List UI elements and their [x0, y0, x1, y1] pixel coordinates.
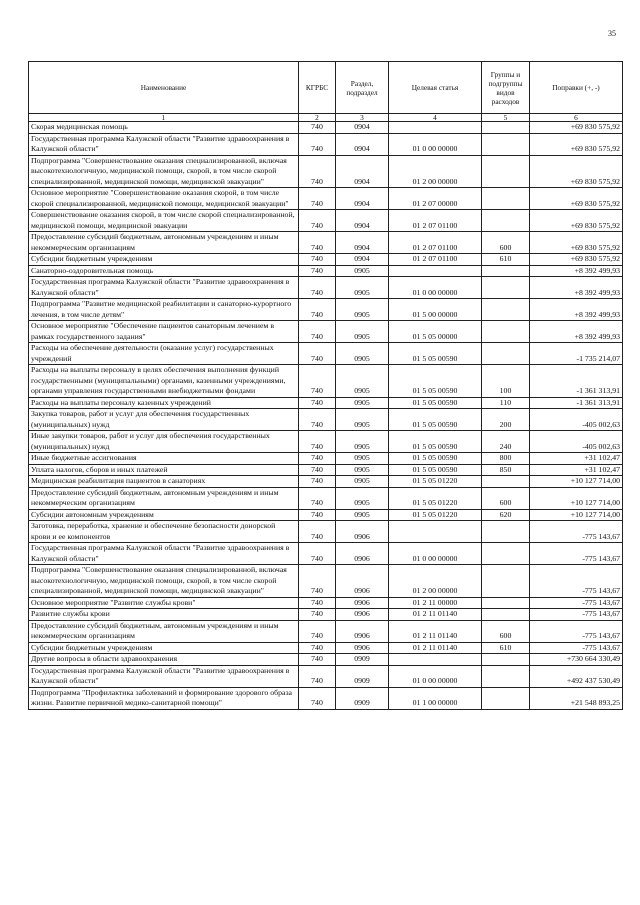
row-section: 0905	[336, 299, 389, 321]
row-name: Расходы на выплаты персоналу в целях обеспечения выполнения функций государственными (муниципальными) органами, казенными учреждениями, органами управления государственными внебюджетными фондами	[29, 365, 299, 398]
row-group	[482, 277, 530, 299]
row-section: 0904	[336, 232, 389, 254]
row-section: 0906	[336, 609, 389, 621]
row-section: 0905	[336, 365, 389, 398]
row-section: 0909	[336, 654, 389, 666]
table-row	[29, 620, 623, 642]
table-row	[29, 431, 623, 453]
row-group: 110	[482, 397, 530, 409]
row-kgrbs: 740	[299, 453, 336, 465]
row-amount: +69 830 575,92	[530, 133, 623, 155]
table-row	[29, 188, 623, 210]
row-section: 0905	[336, 476, 389, 488]
row-amount: +10 127 714,00	[530, 476, 623, 488]
row-kgrbs: 740	[299, 277, 336, 299]
row-section: 0904	[336, 210, 389, 232]
row-name: Иные бюджетные ассигнования	[29, 453, 299, 465]
table-row	[29, 642, 623, 654]
row-amount: +8 392 499,93	[530, 299, 623, 321]
row-name: Основное мероприятие "Совершенствование оказания скорой, в том числе скорой специализированной, медицинской помощи, медицинской эвакуации"	[29, 188, 299, 210]
row-group	[482, 343, 530, 365]
header-name: Наименование	[29, 62, 299, 114]
row-amount: +69 830 575,92	[530, 210, 623, 232]
row-target: 01 2 11 00000	[389, 597, 482, 609]
table-row	[29, 597, 623, 609]
row-name: Государственная программа Калужской области "Развитие здравоохранения в Калужской области"	[29, 277, 299, 299]
budget-amendments-table	[28, 61, 623, 710]
row-target: 01 5 05 01220	[389, 487, 482, 509]
row-section: 0904	[336, 254, 389, 266]
row-name: Медицинская реабилитация пациентов в санаториях	[29, 476, 299, 488]
row-group	[482, 299, 530, 321]
row-section: 0906	[336, 565, 389, 598]
row-kgrbs: 740	[299, 565, 336, 598]
row-target	[389, 122, 482, 134]
row-amount: +492 437 530,49	[530, 665, 623, 687]
row-name: Предоставление субсидий бюджетным, автономным учреждениям и иным некоммерческим организациям	[29, 487, 299, 509]
row-kgrbs: 740	[299, 188, 336, 210]
row-amount: -1 735 214,07	[530, 343, 623, 365]
table-row	[29, 654, 623, 666]
row-group	[482, 210, 530, 232]
row-name: Совершенствование оказания скорой, в том числе скорой специализированной, медицинской помощи, медицинской эвакуации	[29, 210, 299, 232]
row-name: Основное мероприятие "Развитие службы крови"	[29, 597, 299, 609]
table-row	[29, 609, 623, 621]
row-kgrbs: 740	[299, 620, 336, 642]
column-number: 3	[336, 114, 389, 122]
row-kgrbs: 740	[299, 321, 336, 343]
table-row	[29, 365, 623, 398]
row-section: 0905	[336, 409, 389, 431]
row-kgrbs: 740	[299, 464, 336, 476]
row-name: Уплата налогов, сборов и иных платежей	[29, 464, 299, 476]
row-target: 01 5 05 01220	[389, 509, 482, 521]
row-target: 01 5 05 00590	[389, 453, 482, 465]
table-row	[29, 210, 623, 232]
row-name: Субсидии автономным учреждениям	[29, 509, 299, 521]
row-section: 0905	[336, 343, 389, 365]
table-row	[29, 565, 623, 598]
row-target: 01 5 05 00590	[389, 409, 482, 431]
row-section: 0909	[336, 665, 389, 687]
row-name: Субсидии бюджетным учреждениям	[29, 642, 299, 654]
row-target: 01 5 05 00590	[389, 343, 482, 365]
row-name: Подпрограмма "Развитие медицинской реабилитации и санаторно-курортного лечения, в том числе детям"	[29, 299, 299, 321]
row-name: Подпрограмма "Совершенствование оказания специализированной, включая высокотехнологичную, медицинской помощи, скорой, в том числе скорой специализированной, медицинской помощи, медицинской эвакуации"	[29, 155, 299, 188]
row-section: 0906	[336, 597, 389, 609]
row-name: Иные закупки товаров, работ и услуг для обеспечения государственных (муниципальных) нужд	[29, 431, 299, 453]
row-target: 01 5 05 00590	[389, 397, 482, 409]
row-name: Субсидии бюджетным учреждениям	[29, 254, 299, 266]
header-changes: Поправки (+, -)	[530, 62, 623, 114]
row-target: 01 0 00 00000	[389, 665, 482, 687]
table-row	[29, 254, 623, 266]
row-amount: -1 361 313,91	[530, 365, 623, 398]
row-group: 610	[482, 254, 530, 266]
row-amount: -1 361 313,91	[530, 397, 623, 409]
row-section: 0905	[336, 431, 389, 453]
column-numbers-row	[29, 114, 623, 122]
row-kgrbs: 740	[299, 133, 336, 155]
table-row	[29, 409, 623, 431]
header-target: Целевая статья	[389, 62, 482, 114]
row-kgrbs: 740	[299, 122, 336, 134]
row-kgrbs: 740	[299, 265, 336, 277]
row-amount: +31 102,47	[530, 464, 623, 476]
row-kgrbs: 740	[299, 509, 336, 521]
row-target: 01 2 07 00000	[389, 188, 482, 210]
row-target: 01 2 07 01100	[389, 232, 482, 254]
row-name: Заготовка, переработка, хранение и обеспечение безопасности донорской крови и ее компонентов	[29, 521, 299, 543]
row-amount: +730 664 330,49	[530, 654, 623, 666]
row-group	[482, 597, 530, 609]
row-section: 0906	[336, 543, 389, 565]
column-number: 1	[29, 114, 299, 122]
row-kgrbs: 740	[299, 521, 336, 543]
row-name: Расходы на выплаты персоналу казенных учреждений	[29, 397, 299, 409]
row-amount: -775 143,67	[530, 565, 623, 598]
row-kgrbs: 740	[299, 232, 336, 254]
row-kgrbs: 740	[299, 665, 336, 687]
header-kgrbs: КГРБС	[299, 62, 336, 114]
row-section: 0905	[336, 321, 389, 343]
row-amount: +21 548 893,25	[530, 687, 623, 709]
row-amount: -775 143,67	[530, 609, 623, 621]
row-target	[389, 265, 482, 277]
table-row	[29, 665, 623, 687]
row-amount: +8 392 499,93	[530, 277, 623, 299]
row-group	[482, 565, 530, 598]
row-kgrbs: 740	[299, 543, 336, 565]
table-row	[29, 299, 623, 321]
row-amount: +69 830 575,92	[530, 254, 623, 266]
row-section: 0905	[336, 487, 389, 509]
row-amount: +69 830 575,92	[530, 122, 623, 134]
row-name: Государственная программа Калужской области "Развитие здравоохранения в Калужской области"	[29, 543, 299, 565]
row-target	[389, 654, 482, 666]
row-group	[482, 265, 530, 277]
row-kgrbs: 740	[299, 597, 336, 609]
row-section: 0905	[336, 453, 389, 465]
row-group	[482, 476, 530, 488]
column-number: 5	[482, 114, 530, 122]
table-row	[29, 464, 623, 476]
row-kgrbs: 740	[299, 210, 336, 232]
row-target: 01 2 07 01100	[389, 210, 482, 232]
row-group	[482, 665, 530, 687]
row-group	[482, 133, 530, 155]
row-group: 620	[482, 509, 530, 521]
table-row	[29, 232, 623, 254]
page-number: 35	[608, 29, 616, 38]
row-section: 0906	[336, 521, 389, 543]
column-number: 6	[530, 114, 623, 122]
row-kgrbs: 740	[299, 299, 336, 321]
row-target: 01 2 00 00000	[389, 565, 482, 598]
row-amount: -775 143,67	[530, 597, 623, 609]
table-row	[29, 687, 623, 709]
row-kgrbs: 740	[299, 609, 336, 621]
row-amount: +69 830 575,92	[530, 188, 623, 210]
table-row	[29, 343, 623, 365]
table-row	[29, 155, 623, 188]
row-target: 01 2 00 00000	[389, 155, 482, 188]
row-amount: +31 102,47	[530, 453, 623, 465]
header-groups: Группы и подгруппы видов расходов	[482, 62, 530, 114]
row-group	[482, 687, 530, 709]
row-target: 01 0 00 00000	[389, 277, 482, 299]
row-kgrbs: 740	[299, 343, 336, 365]
table-row	[29, 543, 623, 565]
row-section: 0905	[336, 265, 389, 277]
row-kgrbs: 740	[299, 642, 336, 654]
row-section: 0906	[336, 620, 389, 642]
row-kgrbs: 740	[299, 654, 336, 666]
row-target: 01 5 05 00590	[389, 431, 482, 453]
row-group: 600	[482, 487, 530, 509]
row-kgrbs: 740	[299, 476, 336, 488]
row-kgrbs: 740	[299, 365, 336, 398]
table-row	[29, 453, 623, 465]
table-row	[29, 321, 623, 343]
row-name: Предоставление субсидий бюджетным, автономным учреждениям и иным некоммерческим организациям	[29, 620, 299, 642]
row-section: 0904	[336, 122, 389, 134]
row-target: 01 5 05 00000	[389, 321, 482, 343]
row-kgrbs: 740	[299, 397, 336, 409]
row-section: 0904	[336, 133, 389, 155]
row-name: Основное мероприятие "Обеспечение пациентов санаторным лечением в рамках государственного задания"	[29, 321, 299, 343]
row-group	[482, 609, 530, 621]
row-name: Подпрограмма "Совершенствование оказания специализированной, включая высокотехнологичную, медицинской помощи, скорой, в том числе скорой специализированной, медицинской помощи, медицинской эвакуации"	[29, 565, 299, 598]
row-amount: -775 143,67	[530, 521, 623, 543]
row-group	[482, 543, 530, 565]
row-section: 0909	[336, 687, 389, 709]
row-amount: -775 143,67	[530, 620, 623, 642]
table-row	[29, 122, 623, 134]
table-row	[29, 476, 623, 488]
row-name: Подпрограмма "Профилактика заболеваний и формирование здорового образа жизни. Развитие первичной медико-санитарной помощи"	[29, 687, 299, 709]
row-name: Развитие службы крови	[29, 609, 299, 621]
row-section: 0905	[336, 464, 389, 476]
row-section: 0904	[336, 155, 389, 188]
row-target: 01 0 00 00000	[389, 543, 482, 565]
row-kgrbs: 740	[299, 487, 336, 509]
row-amount: +8 392 499,93	[530, 321, 623, 343]
row-kgrbs: 740	[299, 409, 336, 431]
row-group: 100	[482, 365, 530, 398]
row-kgrbs: 740	[299, 431, 336, 453]
row-target: 01 5 05 00590	[389, 365, 482, 398]
header-section: Раздел, подраздел	[336, 62, 389, 114]
row-name: Расходы на обеспечение деятельности (оказание услуг) государственных учреждений	[29, 343, 299, 365]
row-target: 01 2 11 01140	[389, 609, 482, 621]
row-group	[482, 155, 530, 188]
row-name: Скорая медицинская помощь	[29, 122, 299, 134]
row-name: Государственная программа Калужской области "Развитие здравоохранения в Калужской области"	[29, 665, 299, 687]
table-row	[29, 397, 623, 409]
row-group	[482, 521, 530, 543]
row-section: 0905	[336, 509, 389, 521]
row-group: 200	[482, 409, 530, 431]
row-kgrbs: 740	[299, 254, 336, 266]
row-name: Другие вопросы в области здравоохранения	[29, 654, 299, 666]
row-amount: +10 127 714,00	[530, 487, 623, 509]
row-name: Государственная программа Калужской области "Развитие здравоохранения в Калужской области"	[29, 133, 299, 155]
table-row	[29, 277, 623, 299]
row-target: 01 2 11 01140	[389, 620, 482, 642]
table-row	[29, 265, 623, 277]
row-group	[482, 654, 530, 666]
column-number: 2	[299, 114, 336, 122]
row-section: 0905	[336, 277, 389, 299]
row-amount: -775 143,67	[530, 642, 623, 654]
row-name: Санаторно-оздоровительная помощь	[29, 265, 299, 277]
row-target: 01 5 00 00000	[389, 299, 482, 321]
row-group: 600	[482, 620, 530, 642]
row-group	[482, 321, 530, 343]
row-group	[482, 122, 530, 134]
row-target: 01 0 00 00000	[389, 133, 482, 155]
table-row	[29, 521, 623, 543]
row-target	[389, 521, 482, 543]
row-amount: -405 002,63	[530, 431, 623, 453]
row-group	[482, 188, 530, 210]
row-section: 0905	[336, 397, 389, 409]
table-row	[29, 487, 623, 509]
row-amount: +8 392 499,93	[530, 265, 623, 277]
row-kgrbs: 740	[299, 687, 336, 709]
row-amount: +69 830 575,92	[530, 232, 623, 254]
row-group: 850	[482, 464, 530, 476]
table-row	[29, 509, 623, 521]
row-group: 800	[482, 453, 530, 465]
row-amount: +69 830 575,92	[530, 155, 623, 188]
row-group: 240	[482, 431, 530, 453]
row-amount: -775 143,67	[530, 543, 623, 565]
row-target: 01 1 00 00000	[389, 687, 482, 709]
row-section: 0906	[336, 642, 389, 654]
row-group: 610	[482, 642, 530, 654]
row-target: 01 5 05 00590	[389, 464, 482, 476]
row-kgrbs: 740	[299, 155, 336, 188]
table-row	[29, 133, 623, 155]
column-number: 4	[389, 114, 482, 122]
row-name: Закупка товаров, работ и услуг для обеспечения государственных (муниципальных) нужд	[29, 409, 299, 431]
row-target: 01 2 11 01140	[389, 642, 482, 654]
row-amount: +10 127 714,00	[530, 509, 623, 521]
row-name: Предоставление субсидий бюджетным, автономным учреждениям и иным некоммерческим организациям	[29, 232, 299, 254]
table-header-row	[29, 62, 623, 114]
row-section: 0904	[336, 188, 389, 210]
row-target: 01 5 05 01220	[389, 476, 482, 488]
row-group: 600	[482, 232, 530, 254]
row-amount: -405 002,63	[530, 409, 623, 431]
row-target: 01 2 07 01100	[389, 254, 482, 266]
